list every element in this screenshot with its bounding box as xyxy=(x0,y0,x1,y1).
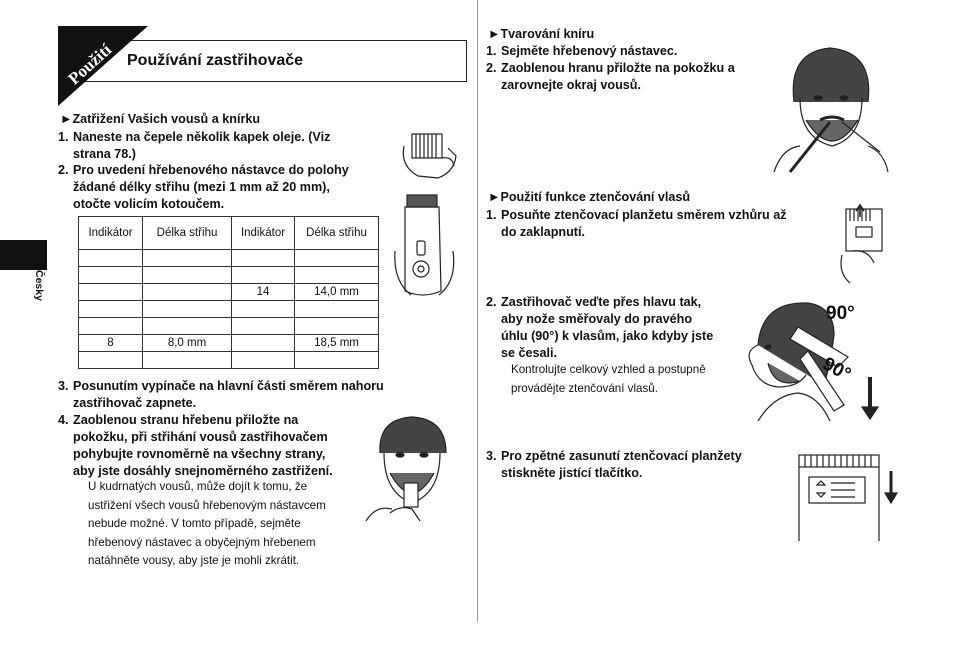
table-cell xyxy=(232,335,295,352)
angle-label-1: 90° xyxy=(826,303,855,324)
table-cell xyxy=(79,352,143,369)
page-title: Používání zastřihovače xyxy=(127,52,304,69)
step-4: 4. Zaoblenou stranu hřebenu přiložte na pokožku, při střihání vousů zastřihovačem pohybujte rovnoměrně na všechny strany, aby jste dosáhly snejnoměrného zastřižení. xyxy=(58,413,333,478)
step-4-note: U kudrnatých vousů, může dojít k tomu, že ustřižení všech vousů hřebenovým nástavcem nebude možné. V tomto případě, sejměte hřebenový nástavec a obyčejným hřebenem natáhněte vousy, aby jste je mohli zkrátit. xyxy=(88,480,326,567)
table-cell xyxy=(232,250,295,267)
mustache-step-2: 2. Zaoblenou hranu přiložte na pokožku a zarovnejte okraj vousů. xyxy=(486,61,735,92)
table-cell: 14 xyxy=(232,284,295,301)
length-table xyxy=(78,216,379,369)
table-header-cell: Indikátor xyxy=(79,217,143,250)
thin-step-2-note: Kontrolujte celkový vzhled a postupně provádějte ztenčování vlasů. xyxy=(511,363,706,395)
section-heading-mustache: ►Tvarování kníru xyxy=(488,27,595,41)
table-cell: 18,5 mm xyxy=(295,335,379,352)
table-cell xyxy=(295,301,379,318)
table-cell xyxy=(232,301,295,318)
table-header-cell: Délka střihu xyxy=(143,217,232,250)
table-row xyxy=(79,318,379,335)
step-2: 2. Pro uvedení hřebenového nástavce do polohy žádané délky střihu (mezi 1 mm až 20 mm), otočte volicím kotoučem. xyxy=(58,163,349,211)
table-cell xyxy=(79,284,143,301)
table-row xyxy=(79,267,379,284)
language-tab-marker xyxy=(0,240,47,270)
dial-trimmer-illustration xyxy=(391,191,461,301)
table-cell xyxy=(79,318,143,335)
mustache-trim-illustration xyxy=(772,42,890,177)
table-cell xyxy=(79,250,143,267)
language-tab-label: Česky xyxy=(33,270,45,301)
mustache-step-1: 1. Sejměte hřebenový nástavec. xyxy=(486,44,678,58)
table-cell xyxy=(295,250,379,267)
table-cell xyxy=(143,318,232,335)
table-header-cell: Délka střihu xyxy=(295,217,379,250)
section-heading-beard: ►Zatřižení Vašich vousů a knírku xyxy=(60,112,261,126)
beard-trimming-illustration xyxy=(360,413,463,523)
table-row xyxy=(79,335,379,352)
table-row xyxy=(79,250,379,267)
table-cell xyxy=(232,267,295,284)
table-cell xyxy=(295,318,379,335)
step-1: 1. Naneste na čepele několik kapek oleje. (Viz strana 78.) xyxy=(58,130,331,161)
table-cell xyxy=(79,267,143,284)
table-cell xyxy=(295,267,379,284)
table-cell xyxy=(232,318,295,335)
section-heading-thinning: ►Použití funkce ztenčování vlasů xyxy=(488,190,691,204)
thinning-comb-slide-illustration xyxy=(838,203,890,285)
angle-label-2: 90° xyxy=(818,353,855,386)
oil-blades-illustration xyxy=(398,126,460,190)
table-row xyxy=(79,301,379,318)
table-cell xyxy=(143,267,232,284)
table-cell: 14,0 mm xyxy=(295,284,379,301)
table-cell xyxy=(295,352,379,369)
thin-step-1: 1. Posuňte ztenčovací planžetu směrem vzhůru až do zaklapnutí. xyxy=(486,208,787,239)
hair-thinning-illustration xyxy=(738,295,888,423)
table-row xyxy=(79,352,379,369)
table-cell xyxy=(232,352,295,369)
thin-step-2: 2. Zastřihovač veďte přes hlavu tak, aby nože směřovaly do pravého úhlu (90°) k vlasům, jako kdyby jste se česali. xyxy=(486,295,714,360)
step-3: 3. Posunutím vypínače na hlavní části směrem nahoru zastřihovač zapnete. xyxy=(58,379,384,410)
thin-step-3: 3. Pro zpětné zasunutí ztenčovací planžety stiskněte jistící tlačítko. xyxy=(486,449,742,480)
corner-label: Použití xyxy=(64,40,116,89)
table-cell xyxy=(79,301,143,318)
table-cell: 8,0 mm xyxy=(143,335,232,352)
table-header-row xyxy=(79,217,379,250)
table-cell xyxy=(143,284,232,301)
column-divider xyxy=(477,0,478,622)
release-button-illustration xyxy=(795,441,900,541)
table-row xyxy=(79,284,379,301)
table-cell xyxy=(143,352,232,369)
table-cell xyxy=(143,301,232,318)
table-cell xyxy=(143,250,232,267)
table-header-cell: Indikátor xyxy=(232,217,295,250)
table-cell: 8 xyxy=(79,335,143,352)
